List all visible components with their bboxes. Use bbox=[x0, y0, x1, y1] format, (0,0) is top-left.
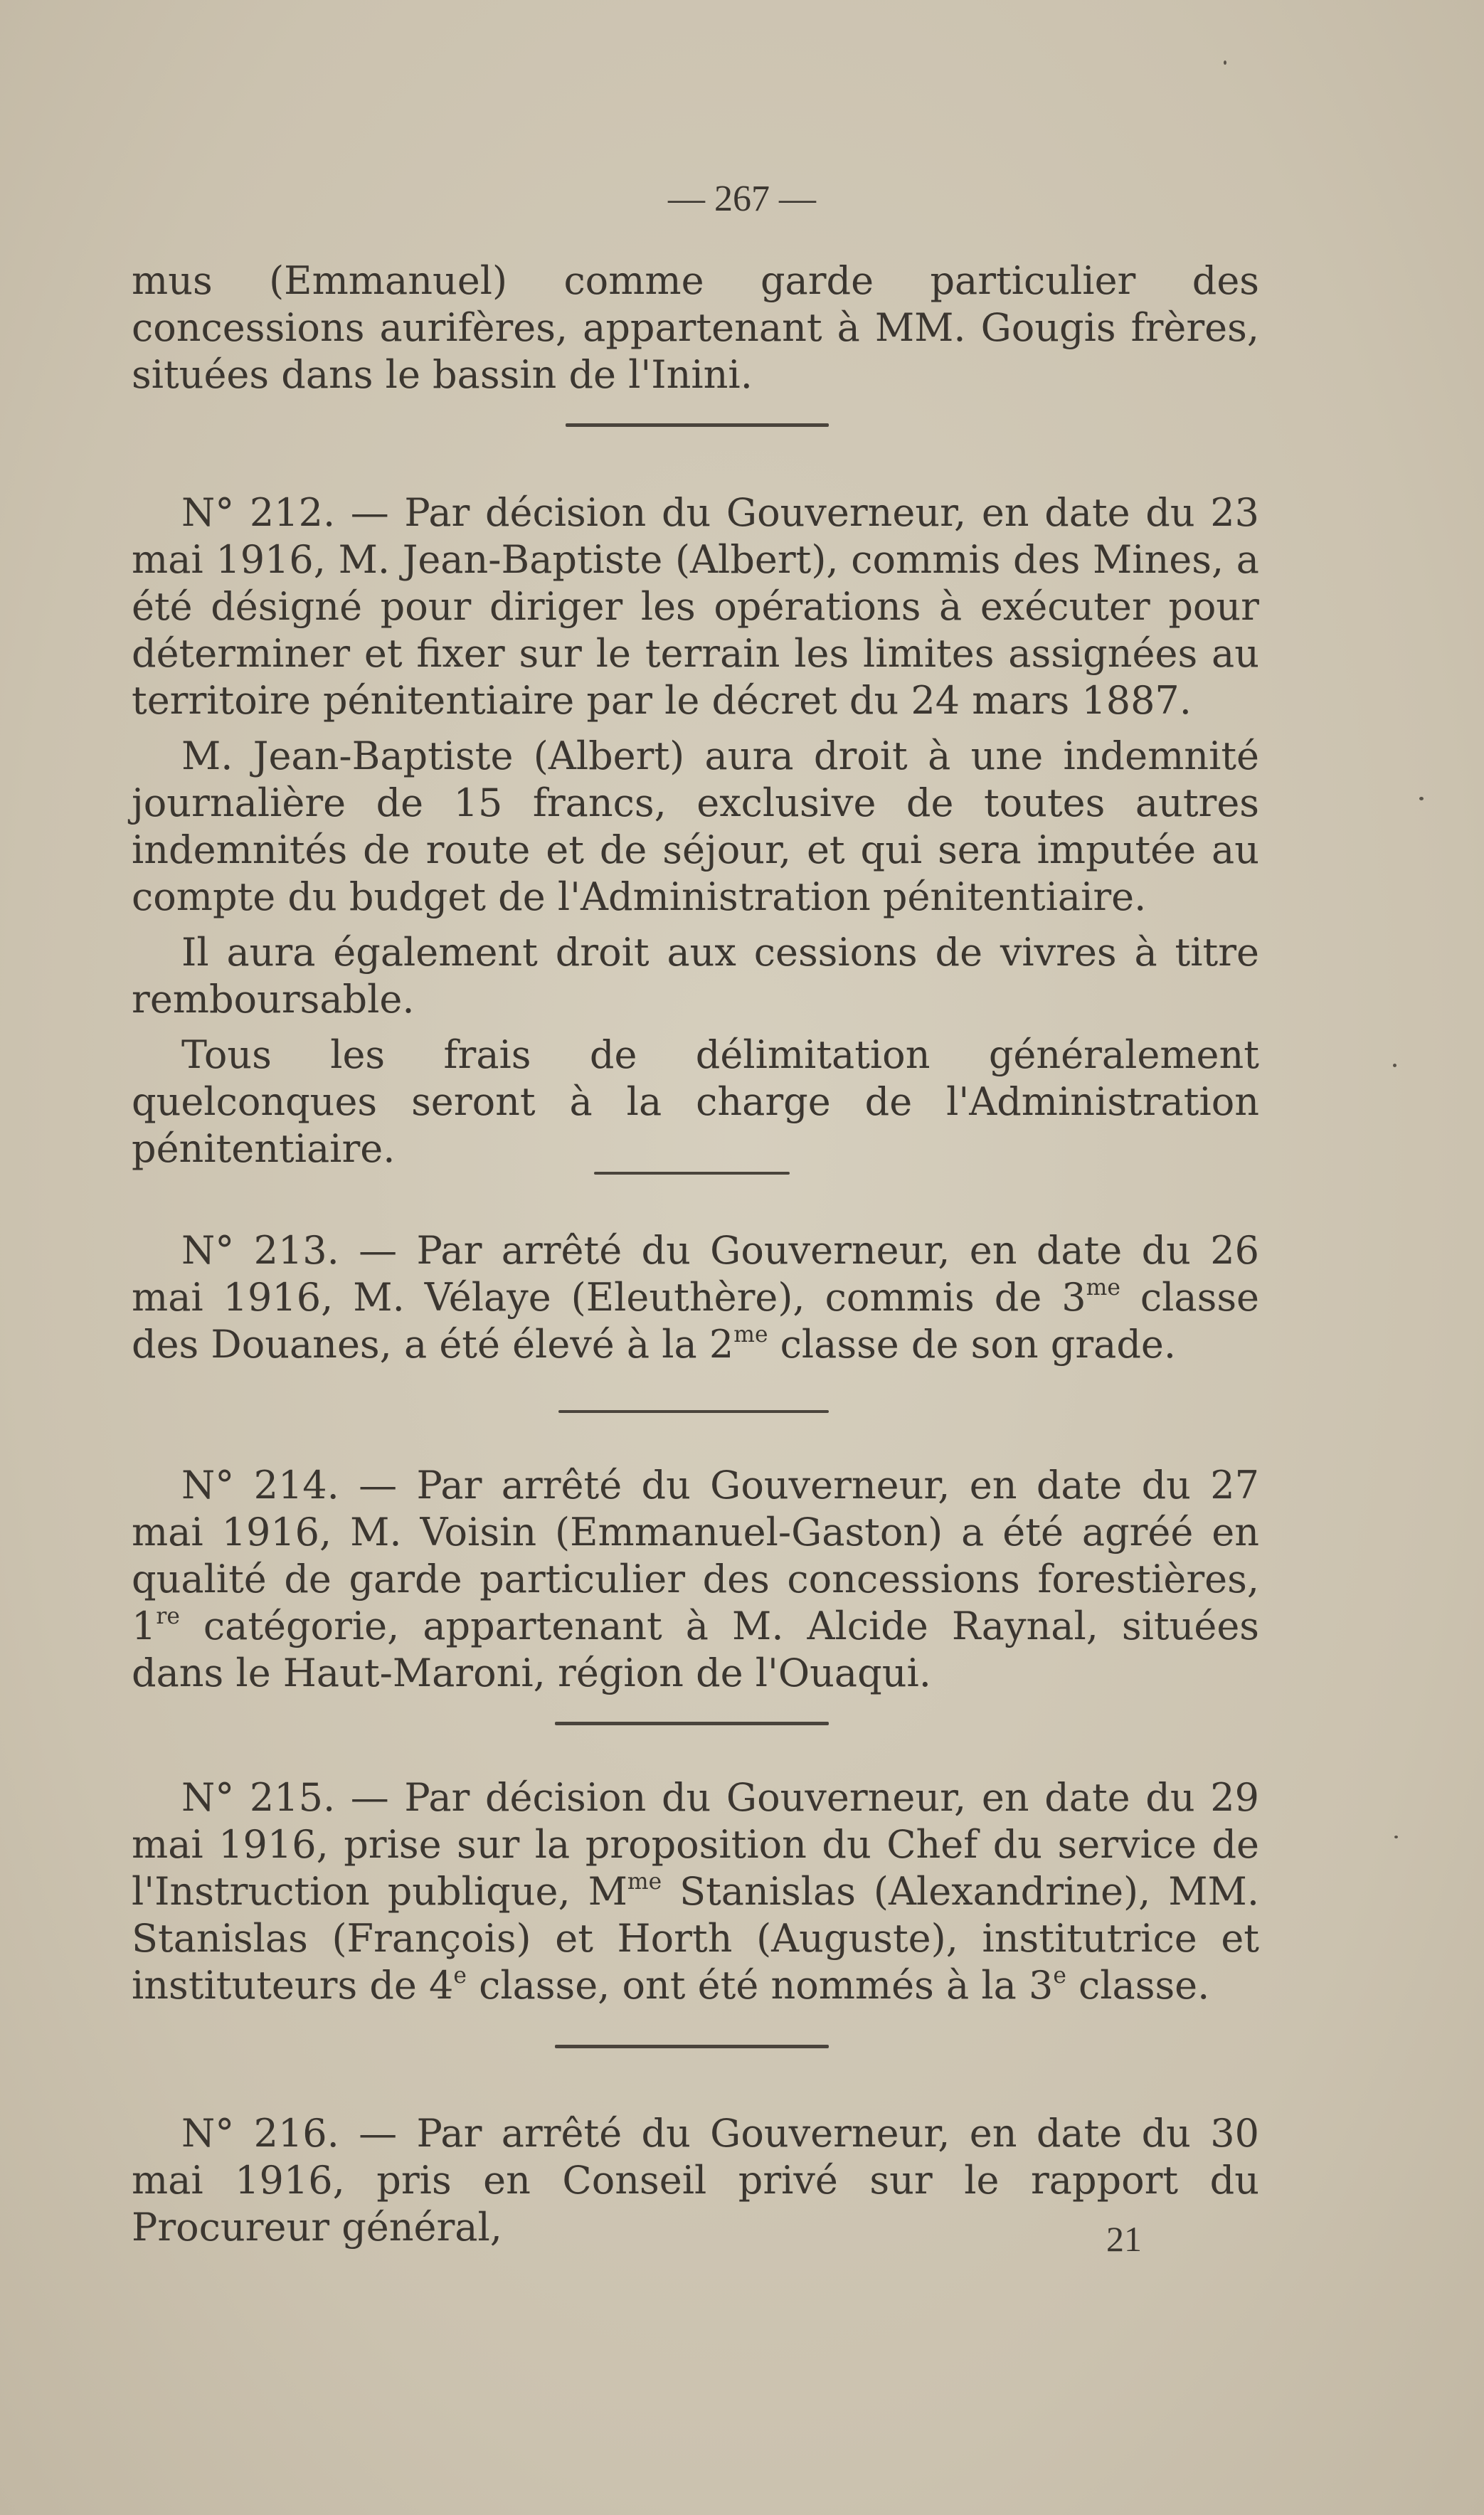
superscript: me bbox=[627, 1869, 662, 1895]
paragraph: mus (Emmanuel) comme garde particulier des concessions aurifères, appartenant à MM. Gougis frères, situées dans le bassin de l'Inini. bbox=[132, 258, 1259, 397]
separator-rule bbox=[555, 1722, 829, 1725]
entry-214 bbox=[132, 1462, 1259, 1697]
entry-213 bbox=[132, 1227, 1259, 1368]
text-run: classe. bbox=[1066, 1963, 1210, 2008]
separator-rule bbox=[566, 423, 829, 427]
paper-speck bbox=[1394, 1836, 1398, 1838]
text-run: catégorie, appartenant à M. Alcide Raynal, situées dans le Haut-Maroni, région de l'Ouaqui. bbox=[132, 1604, 1259, 1695]
superscript: me bbox=[1086, 1275, 1120, 1301]
superscript: e bbox=[1053, 1963, 1066, 1989]
paragraph: N° 212. — Par décision du Gouverneur, en date du 23 mai 1916, M. Jean-Baptiste (Albert), commis des Mines, a été désigné pour diriger les opérations à exécuter pour déterminer et fixer sur le terrain les limites assignées au territoire pénitentiaire par le décret du 24 mars 1887. bbox=[132, 490, 1259, 723]
superscript: e bbox=[453, 1963, 467, 1989]
entry-216 bbox=[132, 2110, 1259, 2251]
text-run: classe de son grade. bbox=[768, 1322, 1177, 1367]
paper-speck bbox=[1393, 1064, 1396, 1067]
entry-215 bbox=[132, 1774, 1259, 2009]
entry-212 bbox=[132, 489, 1259, 1172]
paragraph bbox=[132, 1774, 1259, 2009]
separator-rule bbox=[555, 2045, 829, 2048]
text-run: N° 214. — Par arrêté du Gouverneur, en date du 27 mai 1916, M. Voisin (Emmanuel-Gaston) a été agréé en qualité de garde particulier des concessions forestières, 1 bbox=[132, 1463, 1259, 1648]
text-run: classe, ont été nommés à la 3 bbox=[466, 1963, 1054, 2008]
continuation-block bbox=[132, 258, 1259, 398]
paragraph bbox=[132, 1227, 1259, 1368]
paragraph: N° 216. — Par arrêté du Gouverneur, en date du 30 mai 1916, pris en Conseil privé sur le rapport du Procureur général, bbox=[132, 2111, 1259, 2250]
superscript: me bbox=[733, 1322, 768, 1348]
page-number: — 267 — bbox=[668, 179, 816, 219]
text-run: N° 213. — Par arrêté du Gouverneur, en date du 26 mai 1916, M. Vélaye (Eleuthère), commis de 3 bbox=[132, 1228, 1259, 1320]
separator-rule bbox=[594, 1172, 790, 1175]
paper-speck bbox=[1224, 60, 1226, 65]
paragraph bbox=[132, 1462, 1259, 1697]
separator-rule bbox=[558, 1410, 829, 1413]
paragraph: M. Jean-Baptiste (Albert) aura droit à une indemnité journalière de 15 francs, exclusive de toutes autres indemnités de route et de séjour, et qui sera imputée au compte du budget de l'Administration pénitentiaire. bbox=[132, 734, 1259, 919]
text-run: Stanislas (Alexandrine), MM. Stanislas (François) et Horth (Auguste), institutrice et instituteurs de 4 bbox=[132, 1869, 1259, 2008]
text-run: classe des Douanes, a été élevé à la 2 bbox=[132, 1275, 1259, 1367]
paragraph: Il aura également droit aux cessions de vivres à titre remboursable. bbox=[132, 930, 1259, 1022]
superscript: re bbox=[156, 1604, 180, 1630]
paragraph: Tous les frais de délimitation généralement quelconques seront à la charge de l'Administration pénitentiaire. bbox=[132, 1032, 1259, 1171]
text-run: N° 215. — Par décision du Gouverneur, en date du 29 mai 1916, prise sur la proposition du Chef du service de l'Instruction publique, M bbox=[132, 1775, 1259, 1914]
paper-speck bbox=[1419, 797, 1424, 800]
signature-mark: 21 bbox=[1106, 2219, 1142, 2259]
